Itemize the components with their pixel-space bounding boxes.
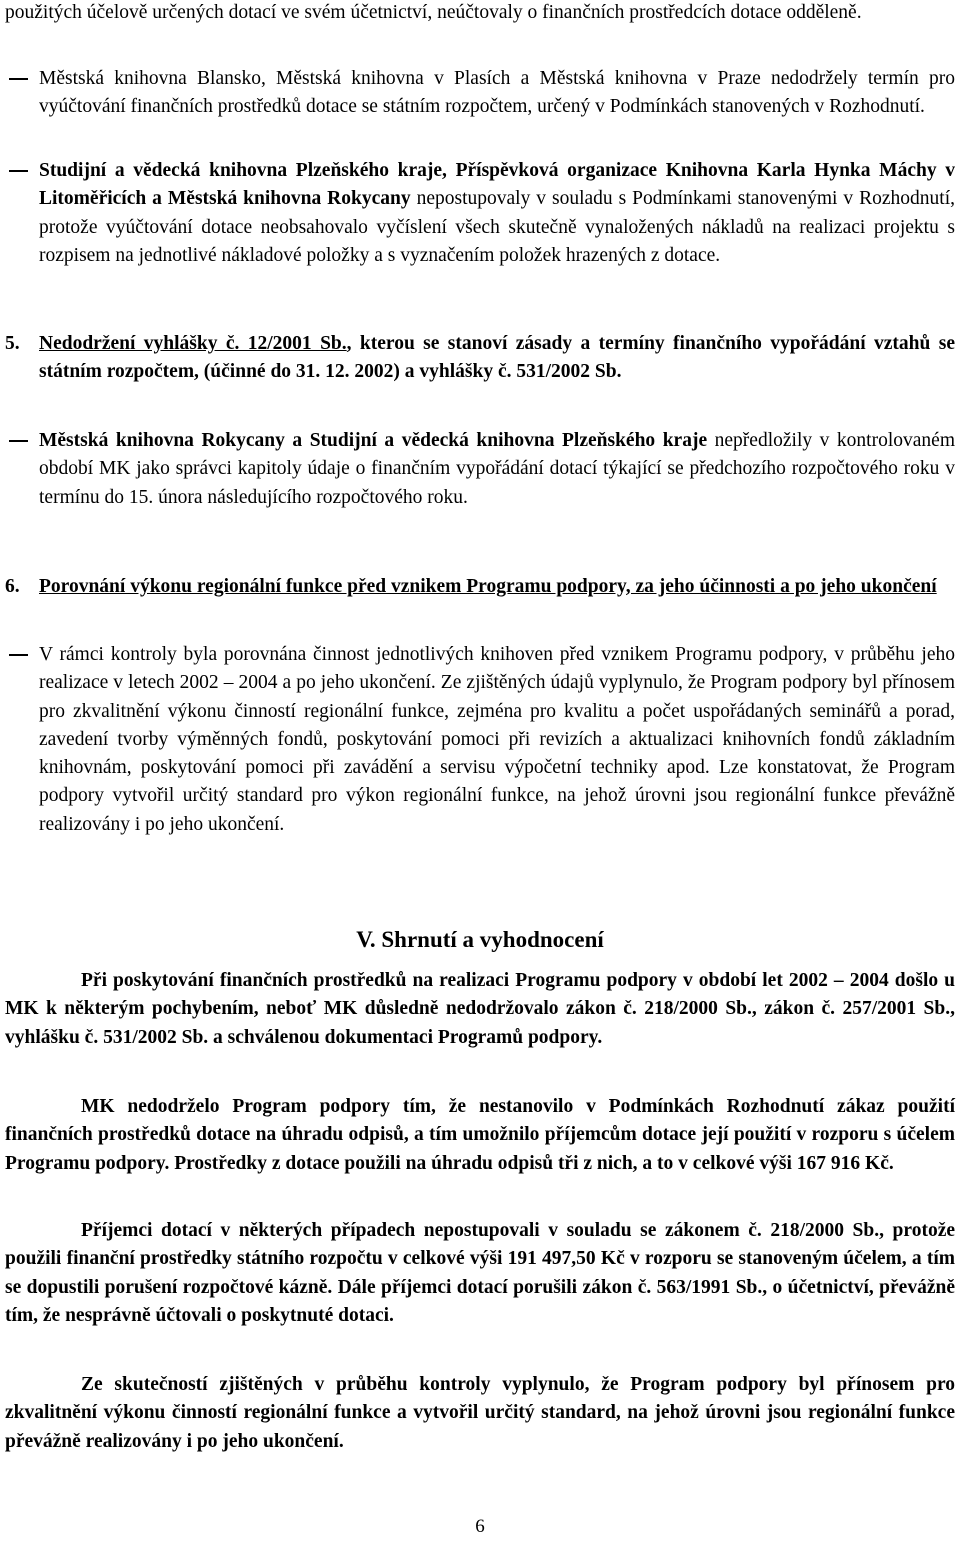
list-item [5, 65, 955, 122]
section-6-heading [5, 573, 955, 601]
continuation-paragraph: použitých účelově určených dotací ve svém účetnictví, neúčtovaly o finančních prostředcích dotace odděleně. [5, 2, 862, 23]
dash-bullet-icon [9, 654, 28, 656]
chapter-title: V. Shrnutí a vyhodnocení [356, 927, 604, 952]
item-bold-text: Studijní a vědecká knihovna Plzeňského kraje, Příspěvková organizace Knihovna Karla Hynka Máchy v Litoměřicích a Městská knihovna Rokycany [39, 160, 955, 210]
summary-paragraph: Při poskytování finančních prostředků na realizaci Programu podpory v období let 2002 – 2004 došlo u MK k některým pochybením, neboť MK důsledně nedodržovalo zákon č. 218/2000 Sb., zákon č. 257/2001 Sb., vyhlášku č. 531/2002 Sb. a schválenou dokumentaci Programů podpory. [5, 970, 955, 1048]
list-item [5, 641, 955, 839]
summary-paragraph: MK nedodrželo Program podpory tím, že nestanovilo v Podmínkách Rozhodnutí zákaz použití finančních prostředků dotace na úhradu odpisů, a tím umožnilo příjemcům dotace její použití v rozporu s účelem Programu podpory. Prostředky z dotace použili na úhradu odpisů tři z nich, a to v celkové výši 167 916 Kč. [5, 1096, 955, 1174]
dash-bullet-icon [9, 170, 28, 172]
section-title: Porovnání výkonu regionální funkce před vznikem Programu podpory, za jeho účinnosti a po jeho ukončení [39, 576, 937, 597]
dash-bullet-icon [9, 78, 28, 80]
item-text: V rámci kontroly byla porovnána činnost jednotlivých knihoven před vznikem Programu podpory, v průběhu jeho realizace v letech 2002 – 2004 a po jeho ukončení. Ze zjištěných údajů vyplynulo, že Program podpory byl přínosem pro zkvalitnění výkonu činností regionální funkce, zejména pro kvalitu a počet uspořádaných seminářů a porad, zavedení tvorby výměnných fondů, poskytování pomoci při revizích a aktualizaci knihovních fondů základním knihovnám, poskytování pomoci při zavádění a servisu výpočetní techniky apod. Lze konstatovat, že Program podpory vytvořil určitý standard pro výkon regionální funkce, na jehož úrovni jsou regionální funkce převážně realizovány i po jeho ukončení. [39, 644, 955, 835]
summary-paragraph: Ze skutečností zjištěných v průběhu kontroly vyplynulo, že Program podpory byl přínosem pro zkvalitnění výkonu činností regionální funkce a vytvořil určitý standard, na jehož úrovni jsou regionální funkce převážně realizovány i po jeho ukončení. [5, 1374, 955, 1452]
section-5-heading [5, 330, 955, 387]
summary-paragraph: Příjemci dotací v některých případech nepostupovali v souladu se zákonem č. 218/2000 Sb., protože použili finanční prostředky státního rozpočtu v celkové výši 191 497,50 Kč v rozporu se stanoveným účelem, a tím se dopustili porušení rozpočtové kázně. Dále příjemci dotací porušili zákon č. 563/1991 Sb., o účetnictví, převážně tím, že nesprávně účtovali o poskytnuté dotaci. [5, 1220, 955, 1326]
item-text: nepostupovaly v souladu s Podmínkami stanovenými v Rozhodnutí, protože vyúčtování dotace neobsahovalo vyčíslení všech skutečně vynaložených nákladů na realizaci projektu s rozpisem na jednotlivé nákladové položky a s vyznačením položek hrazených z dotace. [39, 188, 956, 266]
dash-bullet-icon [9, 440, 28, 442]
page-number: 6 [475, 1516, 485, 1537]
item-text: Městská knihovna Blansko, Městská knihovna v Plasích a Městská knihovna v Praze nedodržely termín pro vyúčtování finančních prostředků dotace se státním rozpočtem, určený v Podmínkách stanovených v Rozhodnutí. [39, 68, 955, 118]
section-number: 6. [5, 576, 20, 597]
section-number: 5. [5, 333, 20, 354]
list-item [5, 157, 955, 270]
section-title-rest: , kterou se stanoví zásady a termíny finančního vypořádání vztahů se státním rozpočtem, (účinné do 31. 12. 2002) a vyhlášky č. 531/2002 Sb. [39, 333, 955, 383]
list-item [5, 427, 955, 512]
item-text: nepředložily v kontrolovaném období MK jako správci kapitoly údaje o finančním vypořádání dotací týkající se předchozího rozpočtového roku v termínu do 15. února následujícího rozpočtového roku. [39, 430, 955, 508]
item-bold-text: Městská knihovna Rokycany a Studijní a vědecká knihovna Plzeňského kraje [39, 430, 708, 451]
section-title-underlined: Nedodržení vyhlášky č. 12/2001 Sb. [39, 333, 347, 354]
